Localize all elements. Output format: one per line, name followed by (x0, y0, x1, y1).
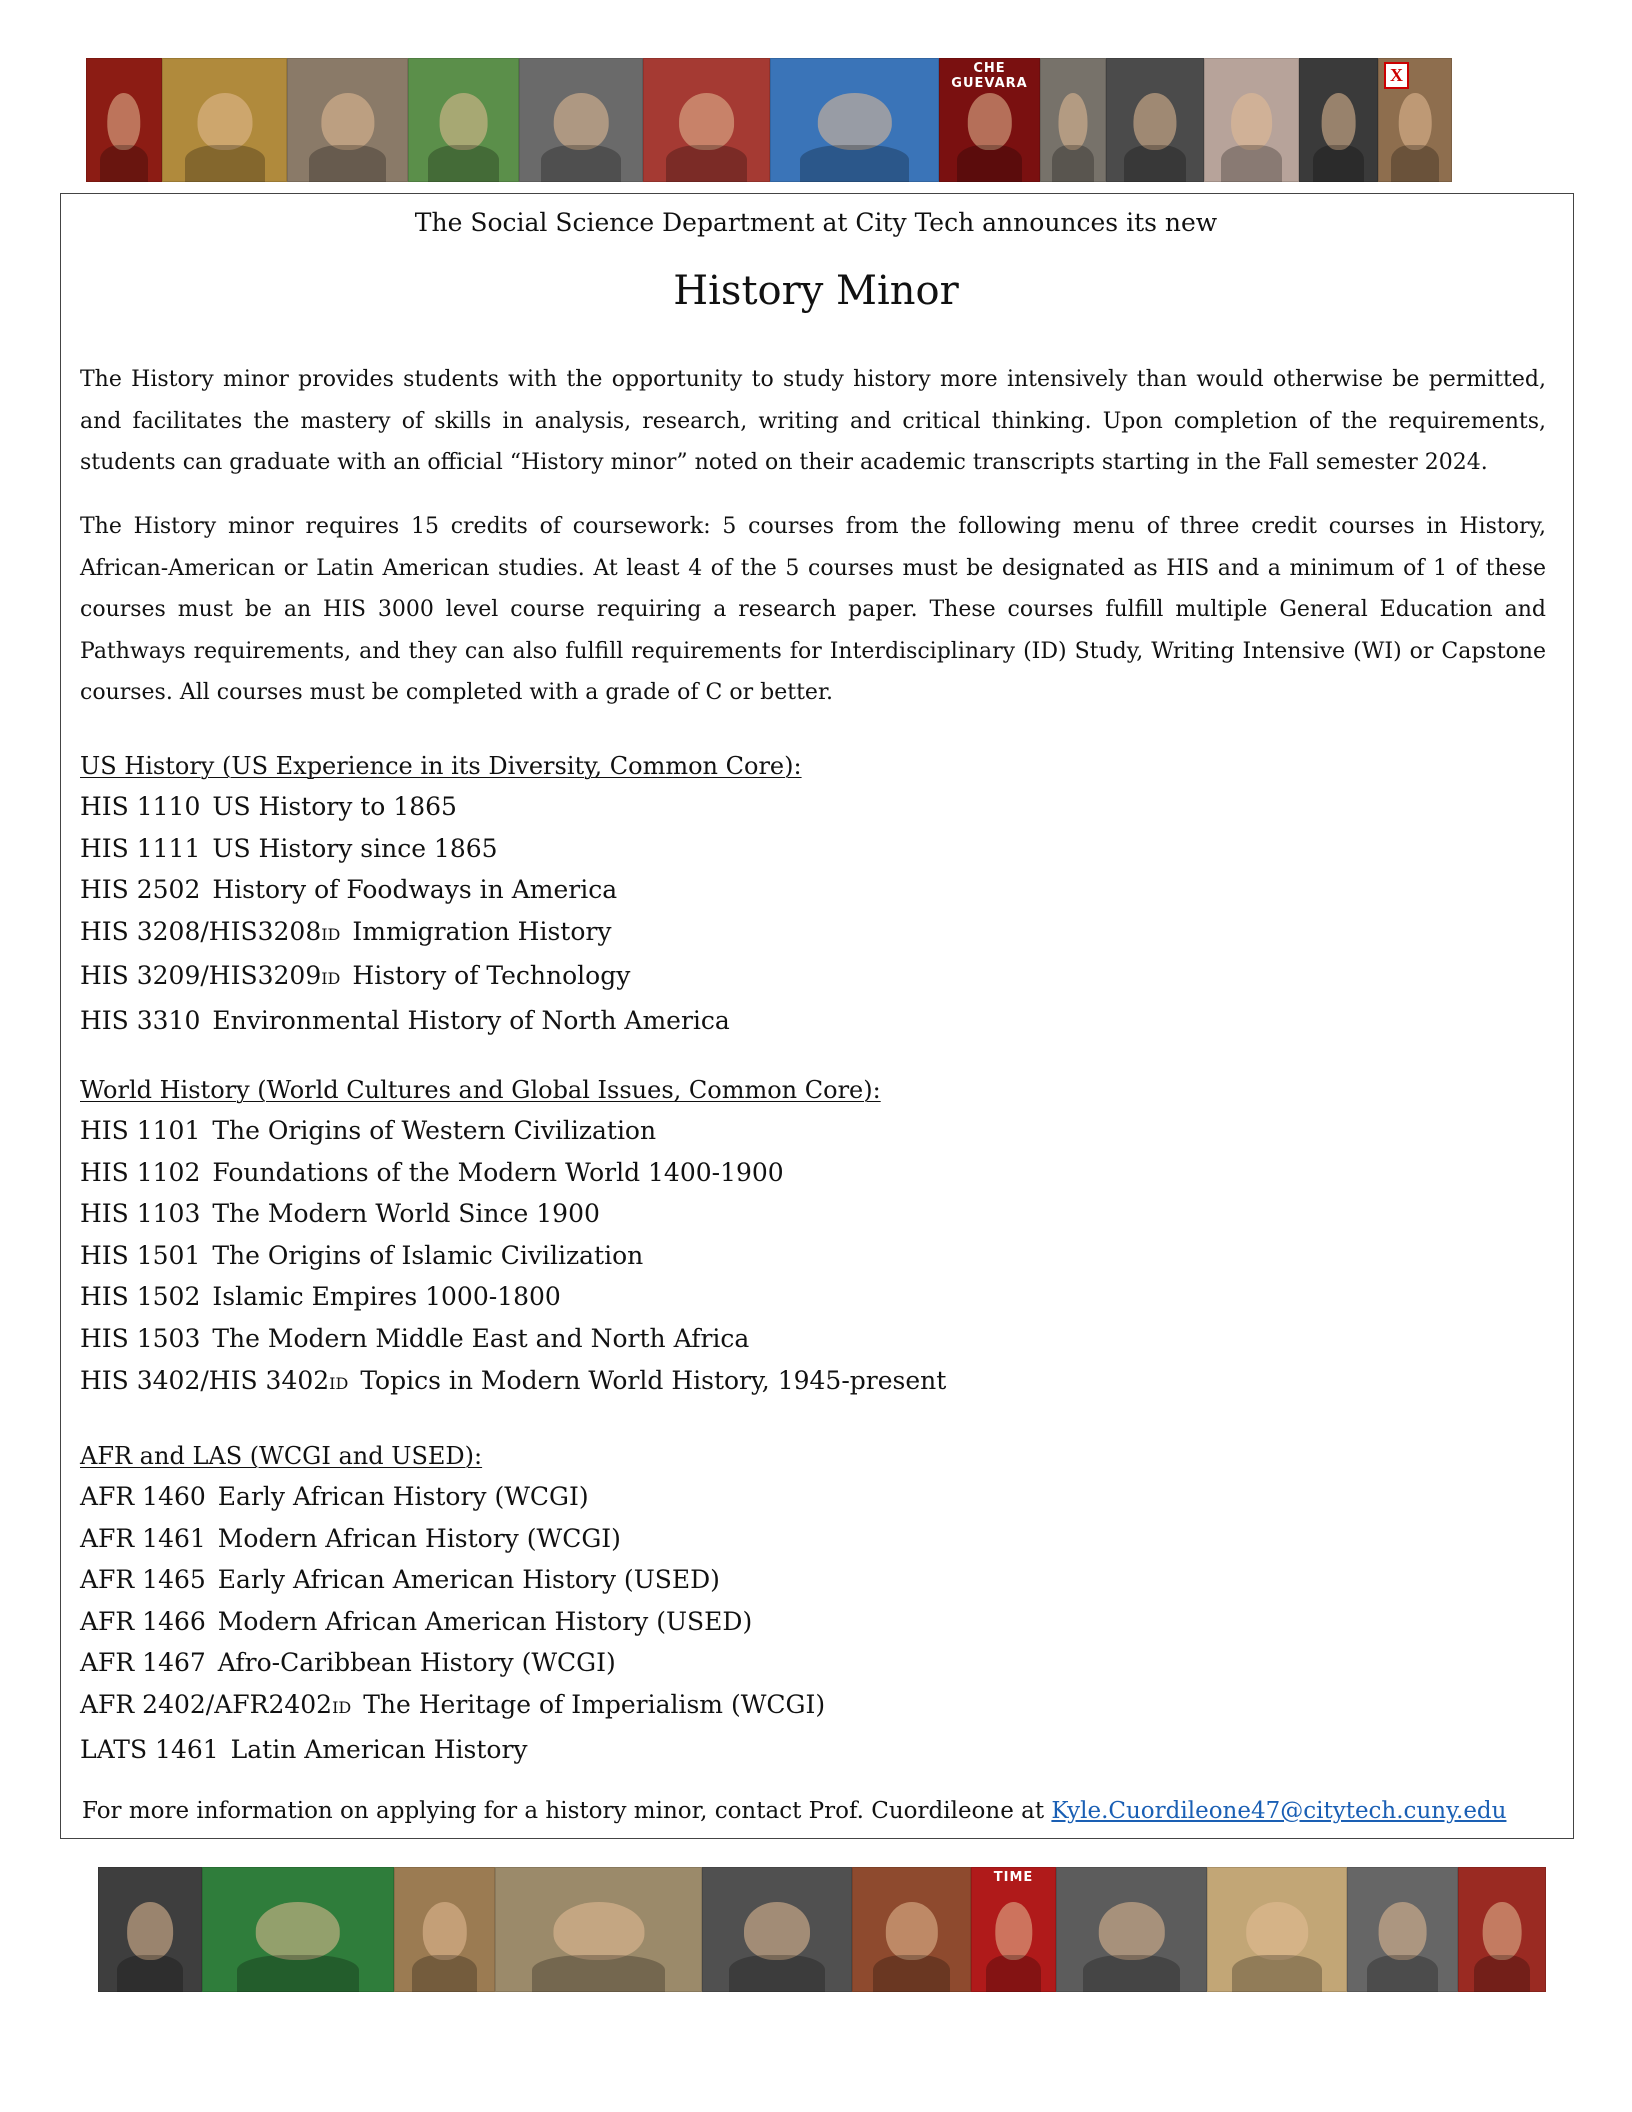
figure-body (957, 145, 1022, 182)
figure-head (744, 1902, 810, 1960)
figure-body (428, 145, 499, 182)
course-title: Modern African American History (USED) (217, 1606, 753, 1636)
course-item (80, 786, 1546, 828)
figure-head (1133, 93, 1176, 150)
figure-body (100, 145, 149, 182)
page-title: History Minor (673, 268, 959, 314)
course-item (80, 1518, 1546, 1560)
course-list (80, 1110, 1546, 1404)
course-code: HIS 3402/HIS 3402 (80, 1365, 330, 1395)
course-title: History of Foodways in America (212, 875, 618, 905)
section-heading: AFR and LAS (WCGI and USED): (80, 1442, 483, 1470)
woman-portrait-photo (1040, 58, 1106, 182)
us-history-section (80, 746, 1546, 1042)
course-list (80, 786, 1546, 1042)
gladiator-mosaic-image (852, 1867, 971, 1992)
course-title: Early African American History (USED) (217, 1565, 720, 1595)
figure-head (1483, 1902, 1522, 1960)
header-image-strip (86, 58, 1552, 182)
course-title: Foundations of the Modern World 1400-1900 (212, 1157, 784, 1187)
course-item (80, 1684, 1546, 1729)
course-item (80, 869, 1546, 911)
figure-head (1321, 93, 1356, 150)
course-code: HIS 1103 (80, 1199, 201, 1229)
figure-head (967, 93, 1011, 150)
figure-body (1052, 145, 1094, 182)
intro-paragraph: The History minor provides students with the opportunity to study history more intensively than would otherwise be permitted, and facilitates the mastery of skills in analysis, research, writing and critical thinking. Upon completion of the requirements, students can graduate with an official “History minor” noted on their academic transcripts starting in the Fall semester 2024. (80, 367, 1546, 475)
figure-body (729, 1955, 825, 1993)
course-item (80, 911, 1546, 956)
course-code: AFR 1467 (80, 1648, 206, 1678)
course-code: AFR 1465 (80, 1565, 206, 1595)
course-title: Early African History (WCGI) (217, 1482, 589, 1511)
course-code: HIS 1111 (80, 833, 201, 863)
course-code-id: ID (321, 969, 341, 989)
course-code-id: ID (332, 1697, 352, 1717)
afr-las-section (80, 1436, 1546, 1770)
venus-statue-image (1458, 1867, 1546, 1992)
figure-body (1232, 1955, 1322, 1993)
course-code: AFR 1466 (80, 1606, 206, 1636)
contact-text: For more information on applying for a history minor, contact Prof. Cuordileone at (82, 1798, 1052, 1824)
course-title: The Modern Middle East and North Africa (212, 1323, 750, 1353)
figure-head (1246, 1902, 1308, 1960)
course-title: The Origins of Western Civilization (212, 1116, 657, 1145)
contact-email-link[interactable]: Kyle.Cuordileone47@citytech.cuny.edu (1051, 1798, 1507, 1824)
figure-head (1231, 93, 1273, 150)
course-item (80, 1152, 1546, 1194)
figure-body (237, 1955, 360, 1993)
section-heading: US History (US Experience in its Diversity, Common Core): (80, 752, 802, 780)
figure-head (1378, 1902, 1427, 1960)
course-list (80, 1476, 1546, 1770)
che-guevara-poster-image (939, 58, 1040, 182)
nelson-mandela-photo (202, 1867, 394, 1992)
course-code-id: ID (321, 924, 341, 944)
course-item (80, 1729, 1546, 1771)
section-heading: World History (World Cultures and Global Issues, Common Core): (80, 1076, 881, 1104)
footer-image-strip (98, 1867, 1546, 1992)
figure-body (309, 145, 386, 182)
course-title: Immigration History (352, 916, 612, 946)
course-title: Modern African History (WCGI) (217, 1523, 621, 1553)
course-item (80, 1110, 1546, 1152)
tile-badge: X (1384, 62, 1409, 89)
ho-chi-minh-photo (1106, 58, 1204, 182)
figure-head (256, 1902, 340, 1960)
figure-head (995, 1902, 1032, 1960)
figure-body (1221, 145, 1282, 182)
course-code: HIS 2502 (80, 875, 201, 905)
dome-of-rock-image (770, 58, 939, 182)
course-title: US History since 1865 (212, 833, 498, 863)
figure-head (817, 93, 891, 150)
figure-body (532, 1955, 665, 1993)
course-code: HIS 1110 (80, 792, 201, 821)
figure-head (679, 93, 735, 150)
course-title: Islamic Empires 1000-1800 (212, 1282, 561, 1312)
figure-body (986, 1955, 1040, 1993)
course-code: AFR 2402/AFR2402 (80, 1689, 333, 1719)
course-code-id: ID (329, 1373, 349, 1393)
course-title: Environmental History of North America (212, 1005, 730, 1035)
course-item (80, 1559, 1546, 1601)
world-history-section (80, 1070, 1546, 1404)
course-code: HIS 3310 (80, 1005, 201, 1035)
marie-antoinette-painting-image (1204, 58, 1299, 182)
time-magazine-cover-image (971, 1867, 1056, 1992)
figure-head (197, 93, 252, 150)
figure-head (321, 93, 374, 150)
course-code: HIS 1501 (80, 1240, 201, 1270)
course-item (80, 955, 1546, 1000)
requirements-paragraph: The History minor requires 15 credits of coursework: 5 courses from the following menu of three credit courses in History, African-American or Latin American studies. At least 4 of the 5 courses must be designated as HIS and a minimum of 1 of these courses must be an HIS 3000 level course requiring a research paper. These courses fulfill multiple General Education and Pathways requirements, and they can also fulfill requirements for Interdisciplinary (ID) Study, Writing Intensive (WI) or Capstone courses. All courses must be completed with a grade of C or better. (80, 514, 1546, 705)
school-of-athens-image (495, 1867, 702, 1992)
course-code: AFR 1460 (80, 1482, 206, 1511)
course-item (80, 1601, 1546, 1643)
medieval-queen-painting-image (1378, 58, 1452, 182)
figure-head (1058, 93, 1087, 150)
course-item (80, 1476, 1546, 1518)
course-title: Topics in Modern World History, 1945-present (360, 1365, 947, 1395)
figure-body (1367, 1955, 1438, 1993)
figure-head (554, 93, 609, 150)
figure-head (553, 1902, 644, 1960)
course-item (80, 1360, 1546, 1405)
figure-body (1124, 145, 1187, 182)
figure-body (541, 145, 620, 182)
course-item (80, 1642, 1546, 1684)
course-item (80, 828, 1546, 870)
saladin-portrait-image (162, 58, 287, 182)
contact-line (82, 1793, 1506, 1829)
un-speaker-photo (98, 1867, 202, 1992)
cyrus-relief-image (519, 58, 643, 182)
course-title: Latin American History (230, 1734, 528, 1764)
lenin-poster-image (86, 58, 162, 182)
course-title: The Origins of Islamic Civilization (212, 1240, 644, 1270)
course-item (80, 1193, 1546, 1235)
announcement-line: The Social Science Department at City Tech announces its new (414, 208, 1218, 237)
figure-head (1098, 1902, 1164, 1960)
course-title: History of Technology (352, 961, 631, 991)
course-code: HIS 1102 (80, 1157, 201, 1187)
figure-body (1391, 145, 1438, 182)
figure-body (1313, 145, 1364, 182)
figure-head (885, 1902, 937, 1960)
figure-body (1083, 1955, 1180, 1993)
picasso-painting-image (408, 58, 519, 182)
course-code: AFR 1461 (80, 1523, 206, 1553)
tile-caption: TIME (993, 1870, 1034, 1885)
tile-caption: CHE GUEVARA (951, 61, 1028, 91)
course-code: HIS 1502 (80, 1282, 201, 1312)
course-code: HIS 1503 (80, 1323, 201, 1353)
egyptian-statue-image (287, 58, 408, 182)
confucius-painting-image (1207, 1867, 1347, 1992)
figure-head (107, 93, 140, 150)
figure-body (412, 1955, 477, 1993)
asian-court-painting-image (394, 1867, 495, 1992)
figure-head (127, 1902, 173, 1960)
course-code: HIS 1101 (80, 1116, 201, 1145)
roosevelts-photo (1347, 1867, 1458, 1992)
course-code: LATS 1461 (80, 1734, 219, 1764)
course-item (80, 1000, 1546, 1042)
course-title: The Modern World Since 1900 (212, 1199, 600, 1229)
unicorn-tapestry-image (643, 58, 770, 182)
figure-body (873, 1955, 949, 1993)
figure-head (439, 93, 488, 150)
figure-body (800, 145, 908, 182)
gandhi-photo (1056, 1867, 1207, 1992)
course-item (80, 1235, 1546, 1277)
course-title: US History to 1865 (212, 792, 457, 821)
course-code: HIS 3208/HIS3208 (80, 916, 322, 946)
course-item (80, 1276, 1546, 1318)
course-title: Afro-Caribbean History (WCGI) (217, 1648, 616, 1678)
suffragettes-photo (702, 1867, 852, 1992)
figure-head (1399, 93, 1432, 150)
figure-body (666, 145, 747, 182)
course-title: The Heritage of Imperialism (WCGI) (363, 1689, 826, 1719)
course-code: HIS 3209/HIS3209 (80, 961, 322, 991)
course-item (80, 1318, 1546, 1360)
figure-body (185, 145, 265, 182)
figure-body (117, 1955, 184, 1993)
figure-head (422, 1902, 466, 1960)
figure-body (1474, 1955, 1530, 1993)
civil-rights-protest-photo (1299, 58, 1378, 182)
